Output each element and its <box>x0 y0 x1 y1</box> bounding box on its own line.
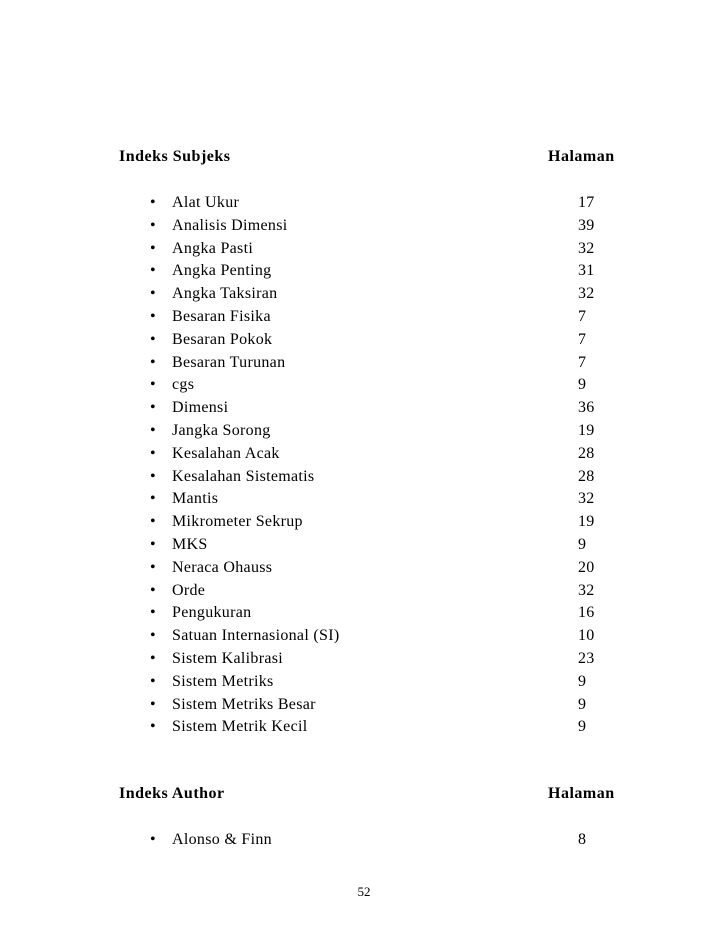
index-entry <box>0 238 728 261</box>
index-entry-page: 10 <box>578 627 595 645</box>
bullet-icon: • <box>150 194 156 211</box>
page-number: 52 <box>357 884 371 899</box>
bullet-icon: • <box>150 399 156 417</box>
bullet-icon: • <box>150 353 156 371</box>
index-entry-label: Besaran Pokok <box>172 330 273 348</box>
index-entry <box>0 671 728 694</box>
bullet-icon: • <box>150 558 156 576</box>
index-entry-page: 7 <box>578 330 587 348</box>
bullet-icon: • <box>150 239 156 257</box>
index-entry-page: 9 <box>578 695 587 713</box>
index-entry <box>0 625 728 648</box>
index-entry-page: 28 <box>578 467 595 485</box>
subject-index-header <box>0 148 728 170</box>
index-entry <box>0 466 728 489</box>
index-entry-label: Besaran Fisika <box>172 307 271 325</box>
index-entry-label: Angka Pasti <box>172 239 254 257</box>
index-entry-page: 8 <box>578 831 587 848</box>
index-entry <box>0 511 728 534</box>
bullet-icon: • <box>150 467 156 485</box>
index-entry-page: 19 <box>578 421 595 439</box>
index-entry <box>0 306 728 329</box>
bullet-icon: • <box>150 581 156 599</box>
index-entry-page: 32 <box>578 239 595 257</box>
index-entry-label: Neraca Ohauss <box>172 558 273 576</box>
index-entry-label: Jangka Sorong <box>172 421 271 439</box>
index-entry-label: cgs <box>172 376 195 394</box>
index-entry <box>0 602 728 625</box>
subject-index-section <box>0 148 728 739</box>
subject-index-list <box>0 192 728 739</box>
index-entry-page: 7 <box>578 353 587 371</box>
index-entry-label: Orde <box>172 581 206 599</box>
index-entry-label: Angka Penting <box>172 262 272 280</box>
index-entry-page: 39 <box>578 216 595 234</box>
author-index-title: Indeks Author <box>119 785 225 802</box>
index-entry-label: Kesalahan Acak <box>172 444 280 462</box>
bullet-icon: • <box>150 604 156 622</box>
index-entry-label: Satuan Internasional (SI) <box>172 627 340 645</box>
index-entry <box>0 352 728 375</box>
bullet-icon: • <box>150 285 156 303</box>
index-entry <box>0 283 728 306</box>
index-entry <box>0 420 728 443</box>
index-entry-page: 9 <box>578 376 587 394</box>
index-entry <box>0 374 728 397</box>
index-entry <box>0 829 728 852</box>
index-entry-label: Dimensi <box>172 399 229 417</box>
bullet-icon: • <box>150 444 156 462</box>
index-entry-page: 23 <box>578 649 595 667</box>
index-entry-label: Kesalahan Sistematis <box>172 467 315 485</box>
index-entry <box>0 397 728 420</box>
index-entry <box>0 694 728 717</box>
index-entry-label: Besaran Turunan <box>172 353 286 371</box>
index-entry-label: Sistem Metriks <box>172 672 274 690</box>
index-entry <box>0 716 728 739</box>
index-entry-page: 32 <box>578 490 595 508</box>
subject-page-column-heading: Halaman <box>548 148 615 165</box>
index-entry-page: 9 <box>578 672 587 690</box>
index-entry-page: 32 <box>578 285 595 303</box>
index-entry <box>0 260 728 283</box>
index-entry <box>0 648 728 671</box>
index-entry-page: 9 <box>578 718 587 736</box>
index-entry-page: 17 <box>578 194 595 211</box>
bullet-icon: • <box>150 627 156 645</box>
index-entry-label: Pengukuran <box>172 604 252 622</box>
index-entry <box>0 534 728 557</box>
index-entry <box>0 443 728 466</box>
bullet-icon: • <box>150 831 156 848</box>
author-index-list <box>0 829 728 852</box>
index-entry <box>0 488 728 511</box>
bullet-icon: • <box>150 421 156 439</box>
index-entry-page: 28 <box>578 444 595 462</box>
index-entry-page: 31 <box>578 262 595 280</box>
index-entry-page: 16 <box>578 604 595 622</box>
index-entry <box>0 557 728 580</box>
bullet-icon: • <box>150 718 156 736</box>
bullet-icon: • <box>150 672 156 690</box>
index-entry-page: 7 <box>578 307 587 325</box>
bullet-icon: • <box>150 216 156 234</box>
index-entry-page: 20 <box>578 558 595 576</box>
index-entry-label: Sistem Metriks Besar <box>172 695 316 713</box>
index-entry-label: Analisis Dimensi <box>172 216 288 234</box>
index-entry <box>0 192 728 215</box>
index-entry-page: 32 <box>578 581 595 599</box>
bullet-icon: • <box>150 262 156 280</box>
bullet-icon: • <box>150 307 156 325</box>
bullet-icon: • <box>150 695 156 713</box>
index-entry-label: Alonso & Finn <box>172 831 272 848</box>
index-entry-label: Angka Taksiran <box>172 285 278 303</box>
index-entry-page: 9 <box>578 535 587 553</box>
subject-index-title: Indeks Subjeks <box>119 148 231 165</box>
bullet-icon: • <box>150 649 156 667</box>
index-entry <box>0 580 728 603</box>
index-entry-page: 19 <box>578 513 595 531</box>
author-index-header <box>0 785 728 807</box>
author-index-section <box>0 785 728 852</box>
index-entry <box>0 215 728 238</box>
bullet-icon: • <box>150 490 156 508</box>
author-page-column-heading: Halaman <box>548 785 615 802</box>
bullet-icon: • <box>150 513 156 531</box>
index-entry-label: Mikrometer Sekrup <box>172 513 303 531</box>
index-entry-label: MKS <box>172 535 208 553</box>
bullet-icon: • <box>150 535 156 553</box>
index-entry-label: Alat Ukur <box>172 194 240 211</box>
bullet-icon: • <box>150 330 156 348</box>
index-entry-label: Mantis <box>172 490 219 508</box>
bullet-icon: • <box>150 376 156 394</box>
index-entry-page: 36 <box>578 399 595 417</box>
index-entry-label: Sistem Kalibrasi <box>172 649 284 667</box>
index-entry-label: Sistem Metrik Kecil <box>172 718 308 736</box>
index-entry <box>0 329 728 352</box>
